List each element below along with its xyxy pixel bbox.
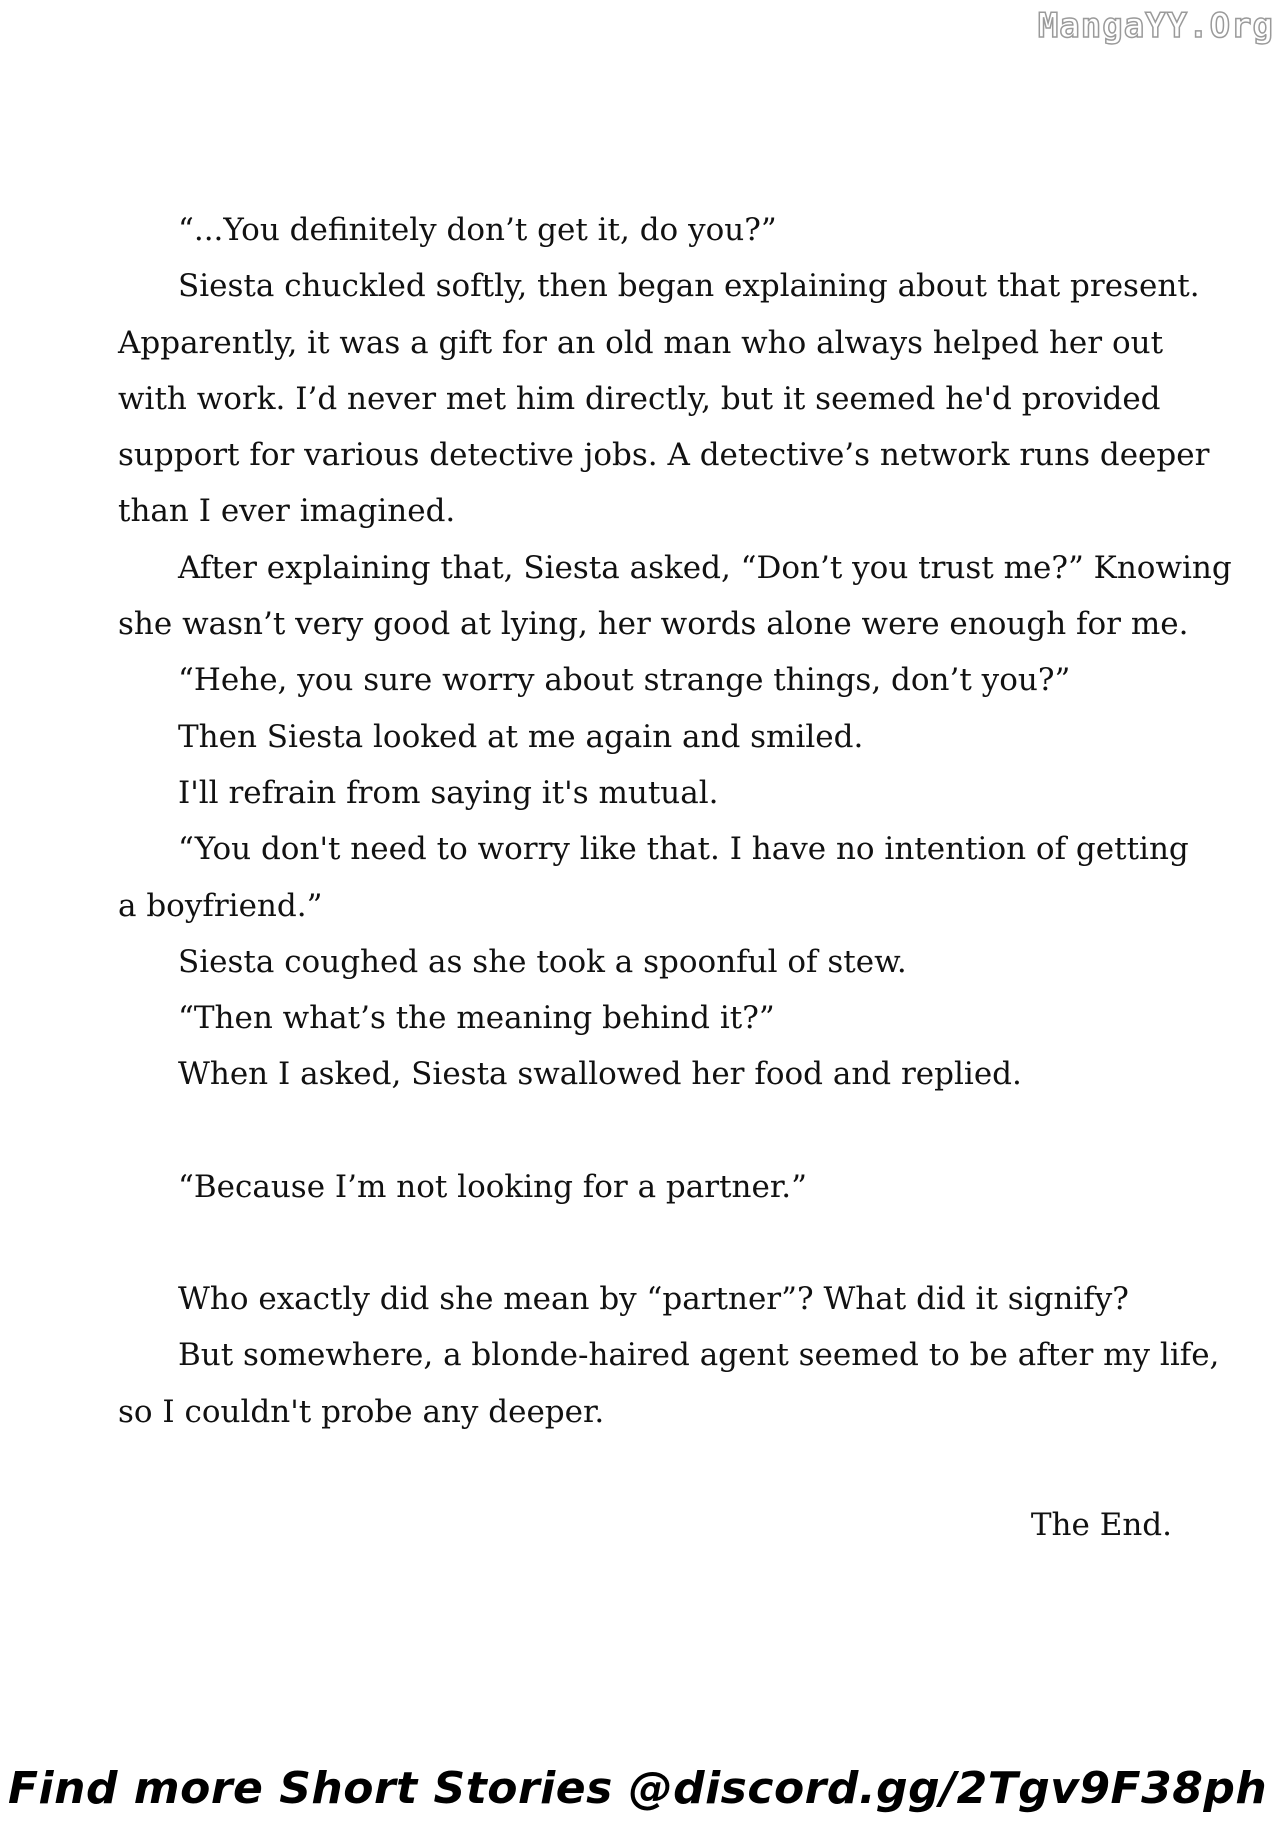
discord-promo-footer: Find more Short Stories @discord.gg/2Tgv9F38ph: [8, 1763, 1268, 1814]
story-line: she wasn’t very good at lying, her words alone were enough for me.: [118, 606, 1189, 643]
story-line: “...You definitely don’t get it, do you?”: [178, 212, 777, 248]
story-line: Then Siesta looked at me again and smiled.: [178, 718, 864, 755]
story-line: “Because I’m not looking for a partner.”: [178, 1168, 807, 1205]
story-line: Siesta chuckled softly, then began explaining about that present.: [178, 268, 1200, 305]
story-line: “Then what’s the meaning behind it?”: [178, 1000, 775, 1037]
story-line: Apparently, it was a gift for an old man who always helped her out: [118, 324, 1164, 361]
story-line: than I ever imagined.: [118, 493, 456, 530]
story-line: When I asked, Siesta swallowed her food and replied.: [178, 1056, 1022, 1093]
story-line: support for various detective jobs. A detective’s network runs deeper: [118, 437, 1210, 474]
story-line: After explaining that, Siesta asked, “Don’t you trust me?” Knowing: [178, 549, 1232, 586]
story-line: a boyfriend.”: [118, 887, 323, 924]
story-line: “Hehe, you sure worry about strange things, don’t you?”: [178, 662, 1071, 699]
story-line: Siesta coughed as she took a spoonful of stew.: [178, 943, 907, 980]
story-line: I'll refrain from saying it's mutual.: [178, 774, 719, 811]
the-end-text: The End.: [1030, 1507, 1172, 1543]
watermark-logo: MangaYY.Org: [1037, 6, 1274, 46]
story-text: [118, 202, 1232, 1440]
story-line: But somewhere, a blonde-haired agent seemed to be after my life,: [178, 1337, 1220, 1374]
story-line: with work. I’d never met him directly, but it seemed he'd provided: [118, 380, 1161, 417]
story-line: Who exactly did she mean by “partner”? What did it signify?: [178, 1281, 1129, 1318]
story-line: so I couldn't probe any deeper.: [118, 1393, 605, 1430]
story-line: “You don't need to worry like that. I have no intention of getting: [178, 831, 1189, 868]
